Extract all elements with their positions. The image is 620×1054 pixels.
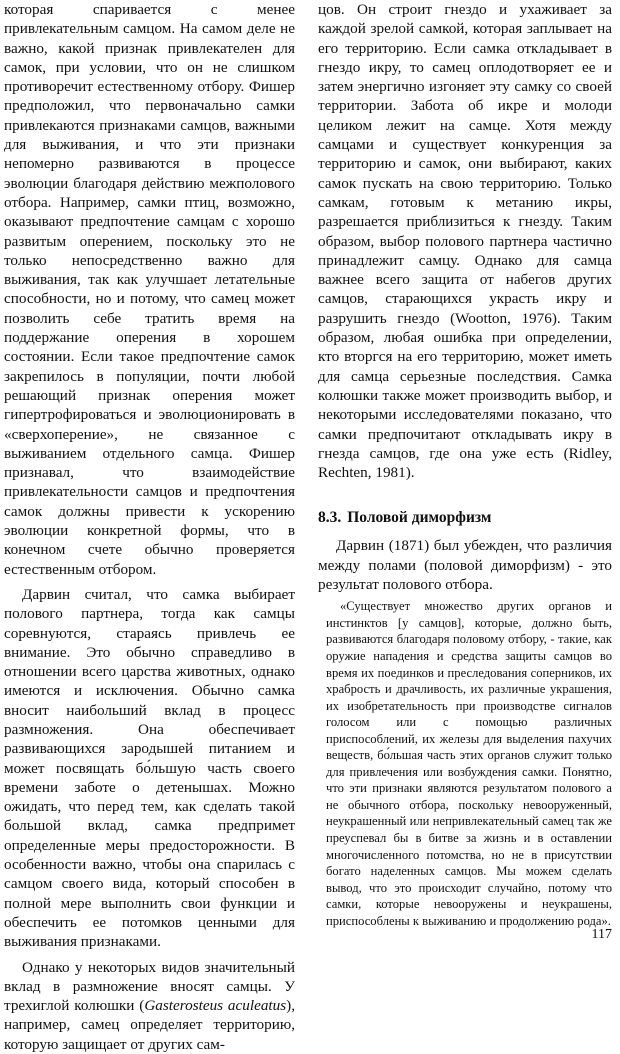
right-column xyxy=(318,0,612,929)
page-number: 117 xyxy=(591,927,612,942)
body-paragraph: цов. Он строит гнездо и ухаживает за каждой зрелой самкой, которая заплывает на его территорию. Если самка откладывает в гнездо икру, то самец оплодотворяет ее и затем энергично изгоняет эту самку со своей территории. Забота об икре и молоди целиком лежит на самце. Хотя между самцами и существует конкуренция за территорию и самок, они выбирают, каких самок пускать на свою территорию. Только самкам, готовым к метанию икры, разрешается приблизиться к гнезду. Таким образом, выбор полового партнера частично принадлежит самцу. Однако для самца важнее всего защита от набегов других самцов, старающихся украсть икру и разрушить гнездо (Wootton, 1976). Таким образом, любая ошибка при определении, кто вторгся на его территорию, может иметь для самца серьезные последствия. Самка колюшки также может производить выбор, и некоторыми исследователями показано, что самки предпочитают откладывать икру в гнезда самцов, где она уже есть (Ridley, Rechten, 1981). xyxy=(318,1,612,482)
section-number: 8.3. xyxy=(318,509,342,527)
section-heading xyxy=(318,508,612,528)
quotation xyxy=(326,598,612,929)
body-paragraph: которая спаривается с менее привлекательным самцом. На самом деле не важно, какой признак привлекателен для самок, при условии, что он не слишком противоречит естественному отбору. Фишер предположил, что первоначально самки привлекаются признаками самцов, важными для выживания, и что эти признаки непомерно развиваются в процессе эволюции благодаря действию межполового отбора. Например, самки птиц, возможно, оказывают предпочтение самцам с хорошо развитым оперением, поскольку это не только непосредственно важно для выживания, так как улучшает летательные способности, но и потому, что самец может позволить себе тратить время на поддержание оперения в хорошем состоянии. Если такое предпочтение самок закрепилось в популяции, почти любой решающий признак оперения может гипертрофироваться и эволюционировать в «сверхоперение», не связанное с выживанием отдельного самца. Фишер признавал, что взаимодействие привлекательности самцов и предпочтения самок должны привести к ускорению эволюции конкретной формы, что в конечном счете обычно проверяется естественным отбором. xyxy=(4,1,295,578)
body-paragraph xyxy=(4,958,295,1054)
left-column xyxy=(4,0,295,1054)
body-paragraph: Дарвин (1871) был убежден, что различия между полами (половой диморфизм) - это результат полового отбора. xyxy=(318,537,612,594)
species-name: Gasterosteus aculeatus xyxy=(144,997,287,1015)
section-title: Половой диморфизм xyxy=(347,509,492,527)
paragraph-text: Однако у некоторых видов значительный вклад в размножение вносят самцы. У трехиглой колюшки ( xyxy=(4,958,295,1015)
paragraph-text: ), например, самец определяет территорию, которую защищает от других сам- xyxy=(4,997,295,1053)
body-paragraph: Дарвин считал, что самка выбирает полового партнера, тогда как самцы соревнуются, стараясь привлечь ее внимание. Это обычно справедливо в отношении всего царства животных, однако имеются и исключения. Обычно самка вносит наибольший вклад в процесс размножения. Она обеспечивает развивающихся зародышей питанием и может посвящать бо́льшую часть своего времени заботе о детенышах. Можно ожидать, что перед тем, как сделать такой большой вклад, самка предпримет определенные меры предосторожности. В особенности важно, чтобы она спарилась с самцом своего вида, который способен в полной мере выполнить свои функции и обеспечить ее потомков ценными для выживания признаками. xyxy=(4,585,295,951)
quote-text: «Существует множество других органов и инстинктов [у самцов], которые, должно быть, развиваются благодаря половому отбору, - такие, как оружие нападения и средства защиты самцов во время их поединков и преследования соперников, их храбрость и драчливость, их различные украшения, их изобретательность при производстве сигналов голосом или с помощью различных приспособлений, их железы для выделения пахучих веществ, бо́льшая часть этих органов служит только для привлечения или возбуждения самки. Понятно, что эти признаки являются результатом полового а не обычного отбора, поскольку невооруженный, неукрашенный или непривлекательный самец так же преуспевал бы в битве за жизнь и в оставлении многочисленного потомства, но не в присутствии богато наделенных самцов. Мы можем сделать вывод, что это происходит случайно, потому что самки, которые невооружены и неукрашены, приспособлены к выживанию и продолжению рода». xyxy=(326,599,612,928)
